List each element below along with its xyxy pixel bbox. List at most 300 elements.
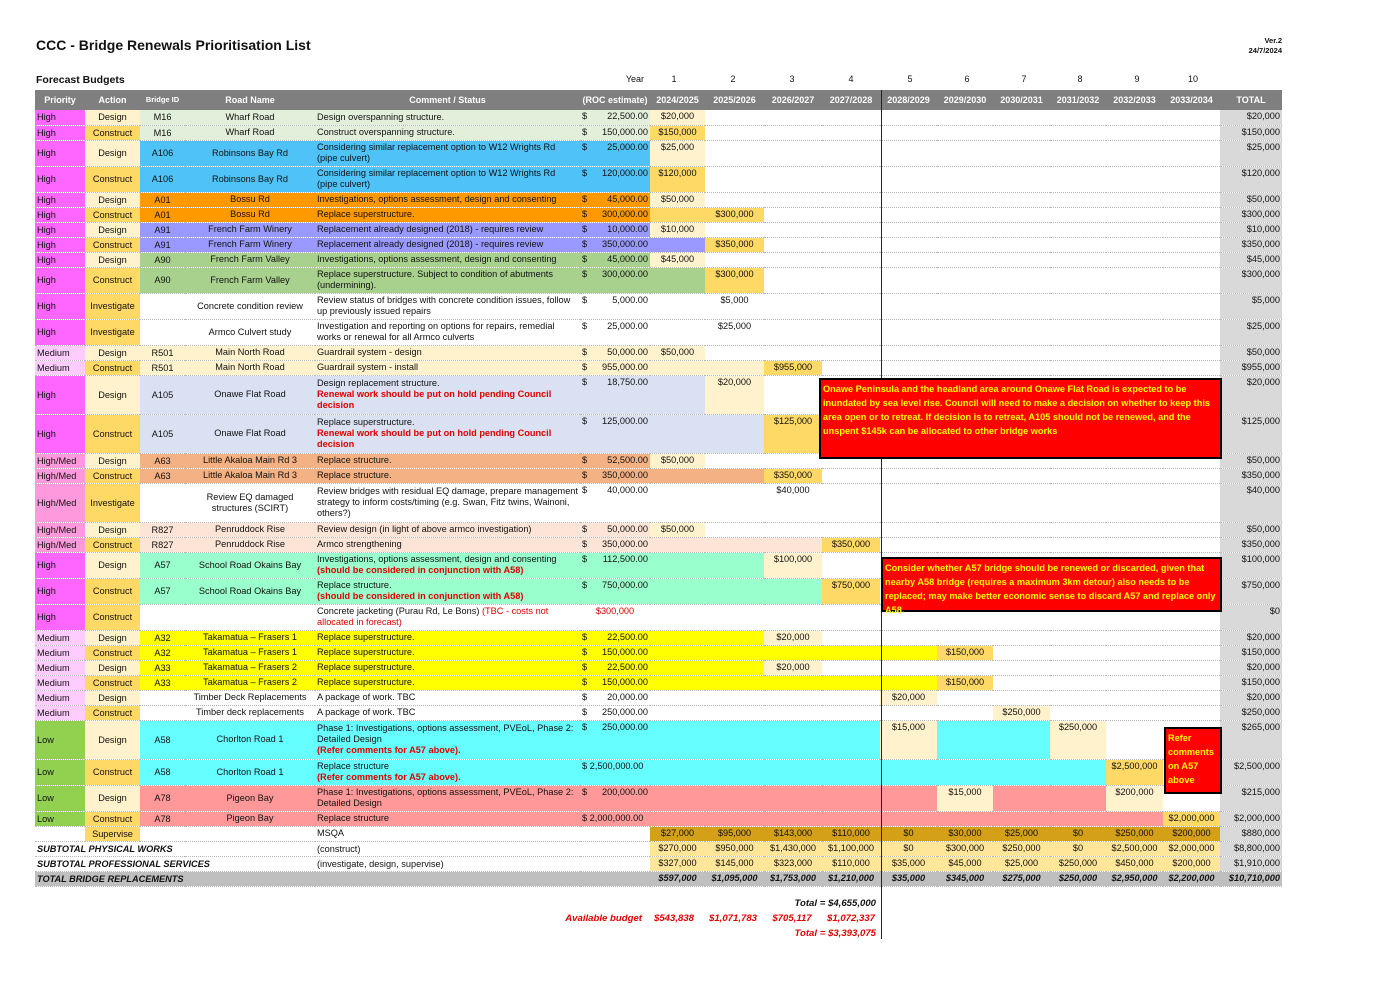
header-cell: Priority <box>35 90 85 110</box>
year-cell <box>1106 690 1163 705</box>
year-cell <box>764 537 822 552</box>
roc-estimate-cell <box>580 483 650 522</box>
comment-warning: (Refer comments for A57 above). <box>317 745 461 755</box>
roc-estimate-cell <box>580 375 650 414</box>
year-cell: $200,000 <box>1106 785 1163 811</box>
year-cell <box>650 675 705 690</box>
year-cell <box>1163 468 1220 483</box>
year-cell <box>764 604 822 630</box>
year-cell: $45,000 <box>650 252 705 267</box>
subtotal-year-cell: $25,000 <box>993 856 1050 871</box>
subtotal-year-cell: $0 <box>1050 841 1106 856</box>
comment-cell <box>315 522 580 537</box>
year-cell <box>880 759 937 785</box>
year-cell <box>764 293 822 319</box>
page-title: CCC - Bridge Renewals Prioritisation List <box>36 37 311 53</box>
subtotal-year-cell: $200,000 <box>1163 856 1220 871</box>
priority-cell: High <box>35 125 85 140</box>
subtotal-year-cell: $327,000 <box>650 856 705 871</box>
year-cell <box>937 522 993 537</box>
year-cell <box>937 252 993 267</box>
priority-cell: High <box>35 319 85 345</box>
total-cell: $215,000 <box>1220 785 1282 811</box>
road-name-cell: Bossu Rd <box>185 192 315 207</box>
year-cell <box>650 483 705 522</box>
bridge-id-cell: R501 <box>140 360 185 375</box>
year-cell <box>822 222 880 237</box>
action-cell: Construct <box>85 267 140 293</box>
priority-cell: Medium <box>35 360 85 375</box>
road-name-cell: French Farm Winery <box>185 222 315 237</box>
priority-cell: High <box>35 552 85 578</box>
year-cell: $120,000 <box>650 166 705 192</box>
comment-cell <box>315 414 580 453</box>
roc-amount: 25,000.00 <box>607 141 648 152</box>
year-cell <box>822 690 880 705</box>
subtotal-comment <box>315 871 580 886</box>
year-cell: $250,000 <box>993 705 1050 720</box>
year-cell <box>880 267 937 293</box>
year-cell <box>937 140 993 166</box>
action-cell: Construct <box>85 125 140 140</box>
comment-cell <box>315 453 580 468</box>
total-cell: $50,000 <box>1220 192 1282 207</box>
year-cell <box>822 630 880 645</box>
year-cell <box>993 319 1050 345</box>
roc-estimate-cell <box>580 125 650 140</box>
currency-symbol: $ <box>582 253 588 264</box>
year-cell <box>764 207 822 222</box>
comment-text: Concrete jacketing (Purau Rd, Le Bons) <box>317 606 480 616</box>
roc-value <box>582 110 648 122</box>
comment-text: Review status of bridges with concrete condition issues, follow up previously issued repairs <box>317 295 571 316</box>
roc-estimate-cell <box>580 578 650 604</box>
bridge-id-cell <box>140 483 185 522</box>
subtotal-total: $1,910,000 <box>1220 856 1282 871</box>
roc-value <box>582 376 648 388</box>
year-cell <box>650 207 705 222</box>
year-cell: $0 <box>1050 826 1106 841</box>
year-cell <box>937 720 993 759</box>
year-cell <box>1050 252 1106 267</box>
currency-symbol: $ <box>582 469 588 480</box>
comment-text: Design replacement structure. <box>317 378 440 388</box>
year-cell <box>822 360 880 375</box>
year-cell <box>993 468 1050 483</box>
year-cell <box>993 252 1050 267</box>
currency-symbol: $ <box>582 676 588 687</box>
comment-warning: Renewal work should be put on hold pending Council decision <box>317 428 552 449</box>
year-cell <box>1163 222 1220 237</box>
roc-amount: 250,000.00 <box>602 706 648 717</box>
header-cell: 2029/2030 <box>937 90 993 110</box>
road-name-cell: Wharf Road <box>185 110 315 125</box>
year-cell <box>880 207 937 222</box>
roc-amount: 52,500.00 <box>607 454 648 465</box>
comment-warning: (should be considered in conjunction with A58) <box>317 565 524 575</box>
year-number-2: 2 <box>730 74 736 84</box>
year-cell <box>822 522 880 537</box>
total-cell: $350,000 <box>1220 537 1282 552</box>
year-cell <box>764 675 822 690</box>
year-cell <box>993 660 1050 675</box>
table-row <box>35 140 1282 166</box>
year-cell: $0 <box>880 826 937 841</box>
year-cell <box>705 522 764 537</box>
priority-cell: Medium <box>35 660 85 675</box>
section-subtitle: Forecast Budgets <box>36 74 125 86</box>
roc-estimate-cell <box>580 785 650 811</box>
subtotal-year-cell: $2,500,000 <box>1106 841 1163 856</box>
comment-text: Replace superstructure. <box>317 647 415 657</box>
subtotal-year-cell: $1,100,000 <box>822 841 880 856</box>
currency-symbol: $ <box>582 141 588 152</box>
year-cell <box>822 237 880 252</box>
roc-value <box>582 579 648 591</box>
available-budget-label: Available budget <box>565 913 642 924</box>
year-cell <box>880 468 937 483</box>
comment-text: Review bridges with residual EQ damage, prepare management strategy to inform costs/timing (e.g. Swan, Fitz twins, Wainoni, others?) <box>317 486 578 518</box>
year-cell <box>1106 166 1163 192</box>
year-cell <box>993 110 1050 125</box>
roc-value <box>582 223 648 235</box>
road-name-cell: French Farm Valley <box>185 267 315 293</box>
action-cell: Design <box>85 552 140 578</box>
subtotal-year-cell: $0 <box>880 841 937 856</box>
year-cell <box>705 192 764 207</box>
header-cell: (ROC estimate) <box>580 90 650 110</box>
year-cell <box>880 705 937 720</box>
action-cell: Design <box>85 785 140 811</box>
bridge-id-cell <box>140 705 185 720</box>
road-name-cell: Pigeon Bay <box>185 785 315 811</box>
bridge-id-cell: A01 <box>140 192 185 207</box>
year-cell <box>1163 192 1220 207</box>
year-cell: $20,000 <box>650 110 705 125</box>
road-name-cell: Penruddock Rise <box>185 537 315 552</box>
comment-text: Design overspanning structure. <box>317 111 445 122</box>
comment-text: Replacement already designed (2018) - requires review <box>317 239 544 249</box>
currency-symbol: $ <box>582 538 588 549</box>
comment-cell <box>315 237 580 252</box>
year-cell <box>1050 110 1106 125</box>
road-name-cell: Onawe Flat Road <box>185 414 315 453</box>
year-cell <box>1050 522 1106 537</box>
currency-symbol: $ <box>582 223 588 234</box>
comment-text: A package of work. TBC <box>317 707 416 717</box>
year-cell <box>993 166 1050 192</box>
year-cell <box>1106 645 1163 660</box>
year-cell <box>705 125 764 140</box>
subtotal-year-cell: $1,430,000 <box>764 841 822 856</box>
header-cell: 2033/2034 <box>1163 90 1220 110</box>
year-cell <box>1106 705 1163 720</box>
priority-cell: High/Med <box>35 522 85 537</box>
priority-cell: High <box>35 192 85 207</box>
comment-cell <box>315 293 580 319</box>
subtotal-year-cell: $2,000,000 <box>1163 841 1220 856</box>
year-cell <box>1050 207 1106 222</box>
year-cell <box>822 720 880 759</box>
year-cell <box>764 785 822 811</box>
total-cell: $50,000 <box>1220 345 1282 360</box>
year-cell <box>937 125 993 140</box>
subtotal-year-cell: $1,210,000 <box>822 871 880 886</box>
comment-cell <box>315 375 580 414</box>
total-cell: $20,000 <box>1220 110 1282 125</box>
table-row <box>35 785 1282 811</box>
year-cell <box>993 267 1050 293</box>
priority-cell: Low <box>35 720 85 759</box>
year-cell <box>1050 125 1106 140</box>
year-cell <box>1106 237 1163 252</box>
year-cell <box>993 720 1050 759</box>
roc-estimate-cell <box>580 630 650 645</box>
year-cell <box>705 720 764 759</box>
roc-estimate-cell <box>580 660 650 675</box>
road-name-cell <box>185 604 315 630</box>
year-cell <box>705 630 764 645</box>
action-cell: Design <box>85 453 140 468</box>
action-cell: Investigate <box>85 319 140 345</box>
roc-estimate-cell <box>580 468 650 483</box>
year-cell <box>764 345 822 360</box>
action-cell: Design <box>85 522 140 537</box>
table-row <box>35 759 1282 785</box>
year-cell <box>937 759 993 785</box>
road-name-cell: Main North Road <box>185 345 315 360</box>
bridge-id-cell: A33 <box>140 675 185 690</box>
year-cell <box>650 267 705 293</box>
road-name-cell: Takamatua – Frasers 1 <box>185 645 315 660</box>
year-cell <box>764 522 822 537</box>
table-row <box>35 360 1282 375</box>
year-cell <box>705 552 764 578</box>
action-cell: Construct <box>85 237 140 252</box>
road-name-cell <box>185 826 315 841</box>
year-cell <box>993 690 1050 705</box>
year-cell <box>880 222 937 237</box>
roc-amount: 200,000.00 <box>602 786 648 797</box>
roc-estimate-cell <box>580 552 650 578</box>
year-cell <box>880 319 937 345</box>
road-name-cell: French Farm Winery <box>185 237 315 252</box>
year-cell: $5,000 <box>705 293 764 319</box>
road-name-cell: Concrete condition review <box>185 293 315 319</box>
subtotal-blank <box>580 856 650 871</box>
year-cell <box>1050 759 1106 785</box>
roc-amount: $300,000 <box>595 605 635 616</box>
roc-estimate-cell <box>580 360 650 375</box>
comment-warning: (TBC - costs not allocated in forecast) <box>317 606 549 627</box>
subtotal-year-cell: $110,000 <box>822 856 880 871</box>
year-cell <box>880 166 937 192</box>
roc-estimate-cell <box>580 537 650 552</box>
subtotal-year-cell: $2,200,000 <box>1163 871 1220 886</box>
total-cell: $5,000 <box>1220 293 1282 319</box>
budget-table <box>35 90 1282 887</box>
roc-amount: 22,500.00 <box>607 631 648 642</box>
year-cell <box>993 140 1050 166</box>
priority-cell: High <box>35 237 85 252</box>
year-cell: $150,000 <box>937 675 993 690</box>
year-cell <box>650 237 705 252</box>
total-cell: $25,000 <box>1220 140 1282 166</box>
comment-text: Armco strengthening <box>317 539 402 549</box>
roc-value <box>582 721 648 733</box>
year-cell <box>822 483 880 522</box>
year-cell <box>1163 237 1220 252</box>
bridge-id-cell <box>140 293 185 319</box>
subtotal-year-cell: $250,000 <box>1050 871 1106 886</box>
year-cell <box>650 630 705 645</box>
year-cell <box>1163 125 1220 140</box>
priority-cell <box>35 826 85 841</box>
year-cell <box>822 645 880 660</box>
year-cell <box>880 785 937 811</box>
year-cell <box>1106 207 1163 222</box>
comment-cell <box>315 826 580 841</box>
available-y1: $543,838 <box>653 913 694 924</box>
priority-cell: Medium <box>35 675 85 690</box>
currency-symbol: $ <box>582 454 588 465</box>
four-year-total: Total = $4,655,000 <box>794 898 876 909</box>
year-cell <box>822 252 880 267</box>
year-cell <box>822 675 880 690</box>
year-cell <box>1106 660 1163 675</box>
year-cell <box>993 192 1050 207</box>
bridge-id-cell <box>140 826 185 841</box>
year-cell <box>705 785 764 811</box>
comment-cell <box>315 537 580 552</box>
comment-cell <box>315 192 580 207</box>
subtotal-row <box>35 841 1282 856</box>
year-cell <box>1163 345 1220 360</box>
bridge-id-cell: M16 <box>140 110 185 125</box>
roc-amount: 50,000.00 <box>607 346 648 357</box>
total-cell: $125,000 <box>1220 414 1282 453</box>
roc-estimate-cell <box>580 645 650 660</box>
refer-a57-note: Refer comments on A57 above <box>1164 727 1222 794</box>
year-cell <box>650 319 705 345</box>
bridge-id-cell: A106 <box>140 166 185 192</box>
total-cell: $265,000 <box>1220 720 1282 759</box>
currency-symbol: $ <box>582 523 588 534</box>
table-row <box>35 690 1282 705</box>
roc-amount: 150,000.00 <box>602 126 648 137</box>
header-cell: 2026/2027 <box>764 90 822 110</box>
year-cell <box>1050 319 1106 345</box>
comment-text: Replace superstructure. <box>317 632 415 642</box>
action-cell: Design <box>85 140 140 166</box>
year-cell: $200,000 <box>1163 826 1220 841</box>
action-cell: Construct <box>85 578 140 604</box>
year-cell <box>764 720 822 759</box>
table-row <box>35 826 1282 841</box>
year-cell <box>937 468 993 483</box>
roc-value <box>582 238 648 250</box>
year-cell <box>650 811 705 826</box>
year-cell <box>937 166 993 192</box>
road-name-cell: Main North Road <box>185 360 315 375</box>
roc-value <box>582 346 648 358</box>
year-cell <box>822 705 880 720</box>
comment-text: Phase 1: Investigations, options assessment, PVEoL, Phase 2: Detailed Design <box>317 787 574 808</box>
roc-amount: 350,000.00 <box>602 469 648 480</box>
year-cell <box>650 660 705 675</box>
year-cell <box>993 360 1050 375</box>
year-cell <box>1163 522 1220 537</box>
action-cell: Construct <box>85 360 140 375</box>
comment-cell <box>315 140 580 166</box>
subtotal-year-cell: $597,000 <box>650 871 705 886</box>
table-row <box>35 483 1282 522</box>
year-cell <box>937 192 993 207</box>
year-cell <box>822 468 880 483</box>
roc-estimate-cell <box>580 414 650 453</box>
comment-warning: Renewal work should be put on hold pending Council decision <box>317 389 552 410</box>
roc-amount: 20,000.00 <box>607 691 648 702</box>
total-cell: $0 <box>1220 604 1282 630</box>
road-name-cell: Takamatua – Frasers 1 <box>185 630 315 645</box>
year-cell <box>880 811 937 826</box>
subtotal-year-cell: $345,000 <box>937 871 993 886</box>
year-number-9: 9 <box>1134 74 1140 84</box>
comment-cell <box>315 552 580 578</box>
subtotal-total: $8,800,000 <box>1220 841 1282 856</box>
comment-cell <box>315 252 580 267</box>
year-cell <box>705 675 764 690</box>
year-cell <box>1050 140 1106 166</box>
comment-cell <box>315 207 580 222</box>
currency-symbol: $ <box>582 268 588 279</box>
action-cell: Construct <box>85 759 140 785</box>
year-cell <box>880 483 937 522</box>
year-cell <box>880 345 937 360</box>
bridge-id-cell: A105 <box>140 414 185 453</box>
roc-amount: 45,000.00 <box>607 193 648 204</box>
subtotal-comment: (investigate, design, supervise) <box>315 856 580 871</box>
year-cell <box>705 537 764 552</box>
year-cell <box>705 578 764 604</box>
roc-amount: 22,500.00 <box>607 111 648 121</box>
year-cell: $125,000 <box>764 414 822 453</box>
road-name-cell: Penruddock Rise <box>185 522 315 537</box>
roc-estimate-cell <box>580 522 650 537</box>
bridge-id-cell: R827 <box>140 537 185 552</box>
comment-cell <box>315 345 580 360</box>
table-row <box>35 237 1282 252</box>
year-cell <box>1106 345 1163 360</box>
priority-cell: High <box>35 578 85 604</box>
header-cell: 2031/2032 <box>1050 90 1106 110</box>
year-cell <box>822 166 880 192</box>
comment-cell <box>315 125 580 140</box>
roc-amount: 45,000.00 <box>607 253 648 264</box>
year-number-1: 1 <box>671 74 677 84</box>
bridge-id-cell: A105 <box>140 375 185 414</box>
roc-estimate-cell <box>580 675 650 690</box>
roc-value <box>582 268 648 280</box>
comment-text: Replacement already designed (2018) - requires review <box>317 224 544 234</box>
roc-estimate-cell <box>580 720 650 759</box>
year-cell <box>650 785 705 811</box>
comment-cell <box>315 675 580 690</box>
comment-text: Investigations, options assessment, design and consenting <box>317 254 557 264</box>
year-cell <box>705 166 764 192</box>
year-cell <box>764 705 822 720</box>
action-cell: Construct <box>85 468 140 483</box>
